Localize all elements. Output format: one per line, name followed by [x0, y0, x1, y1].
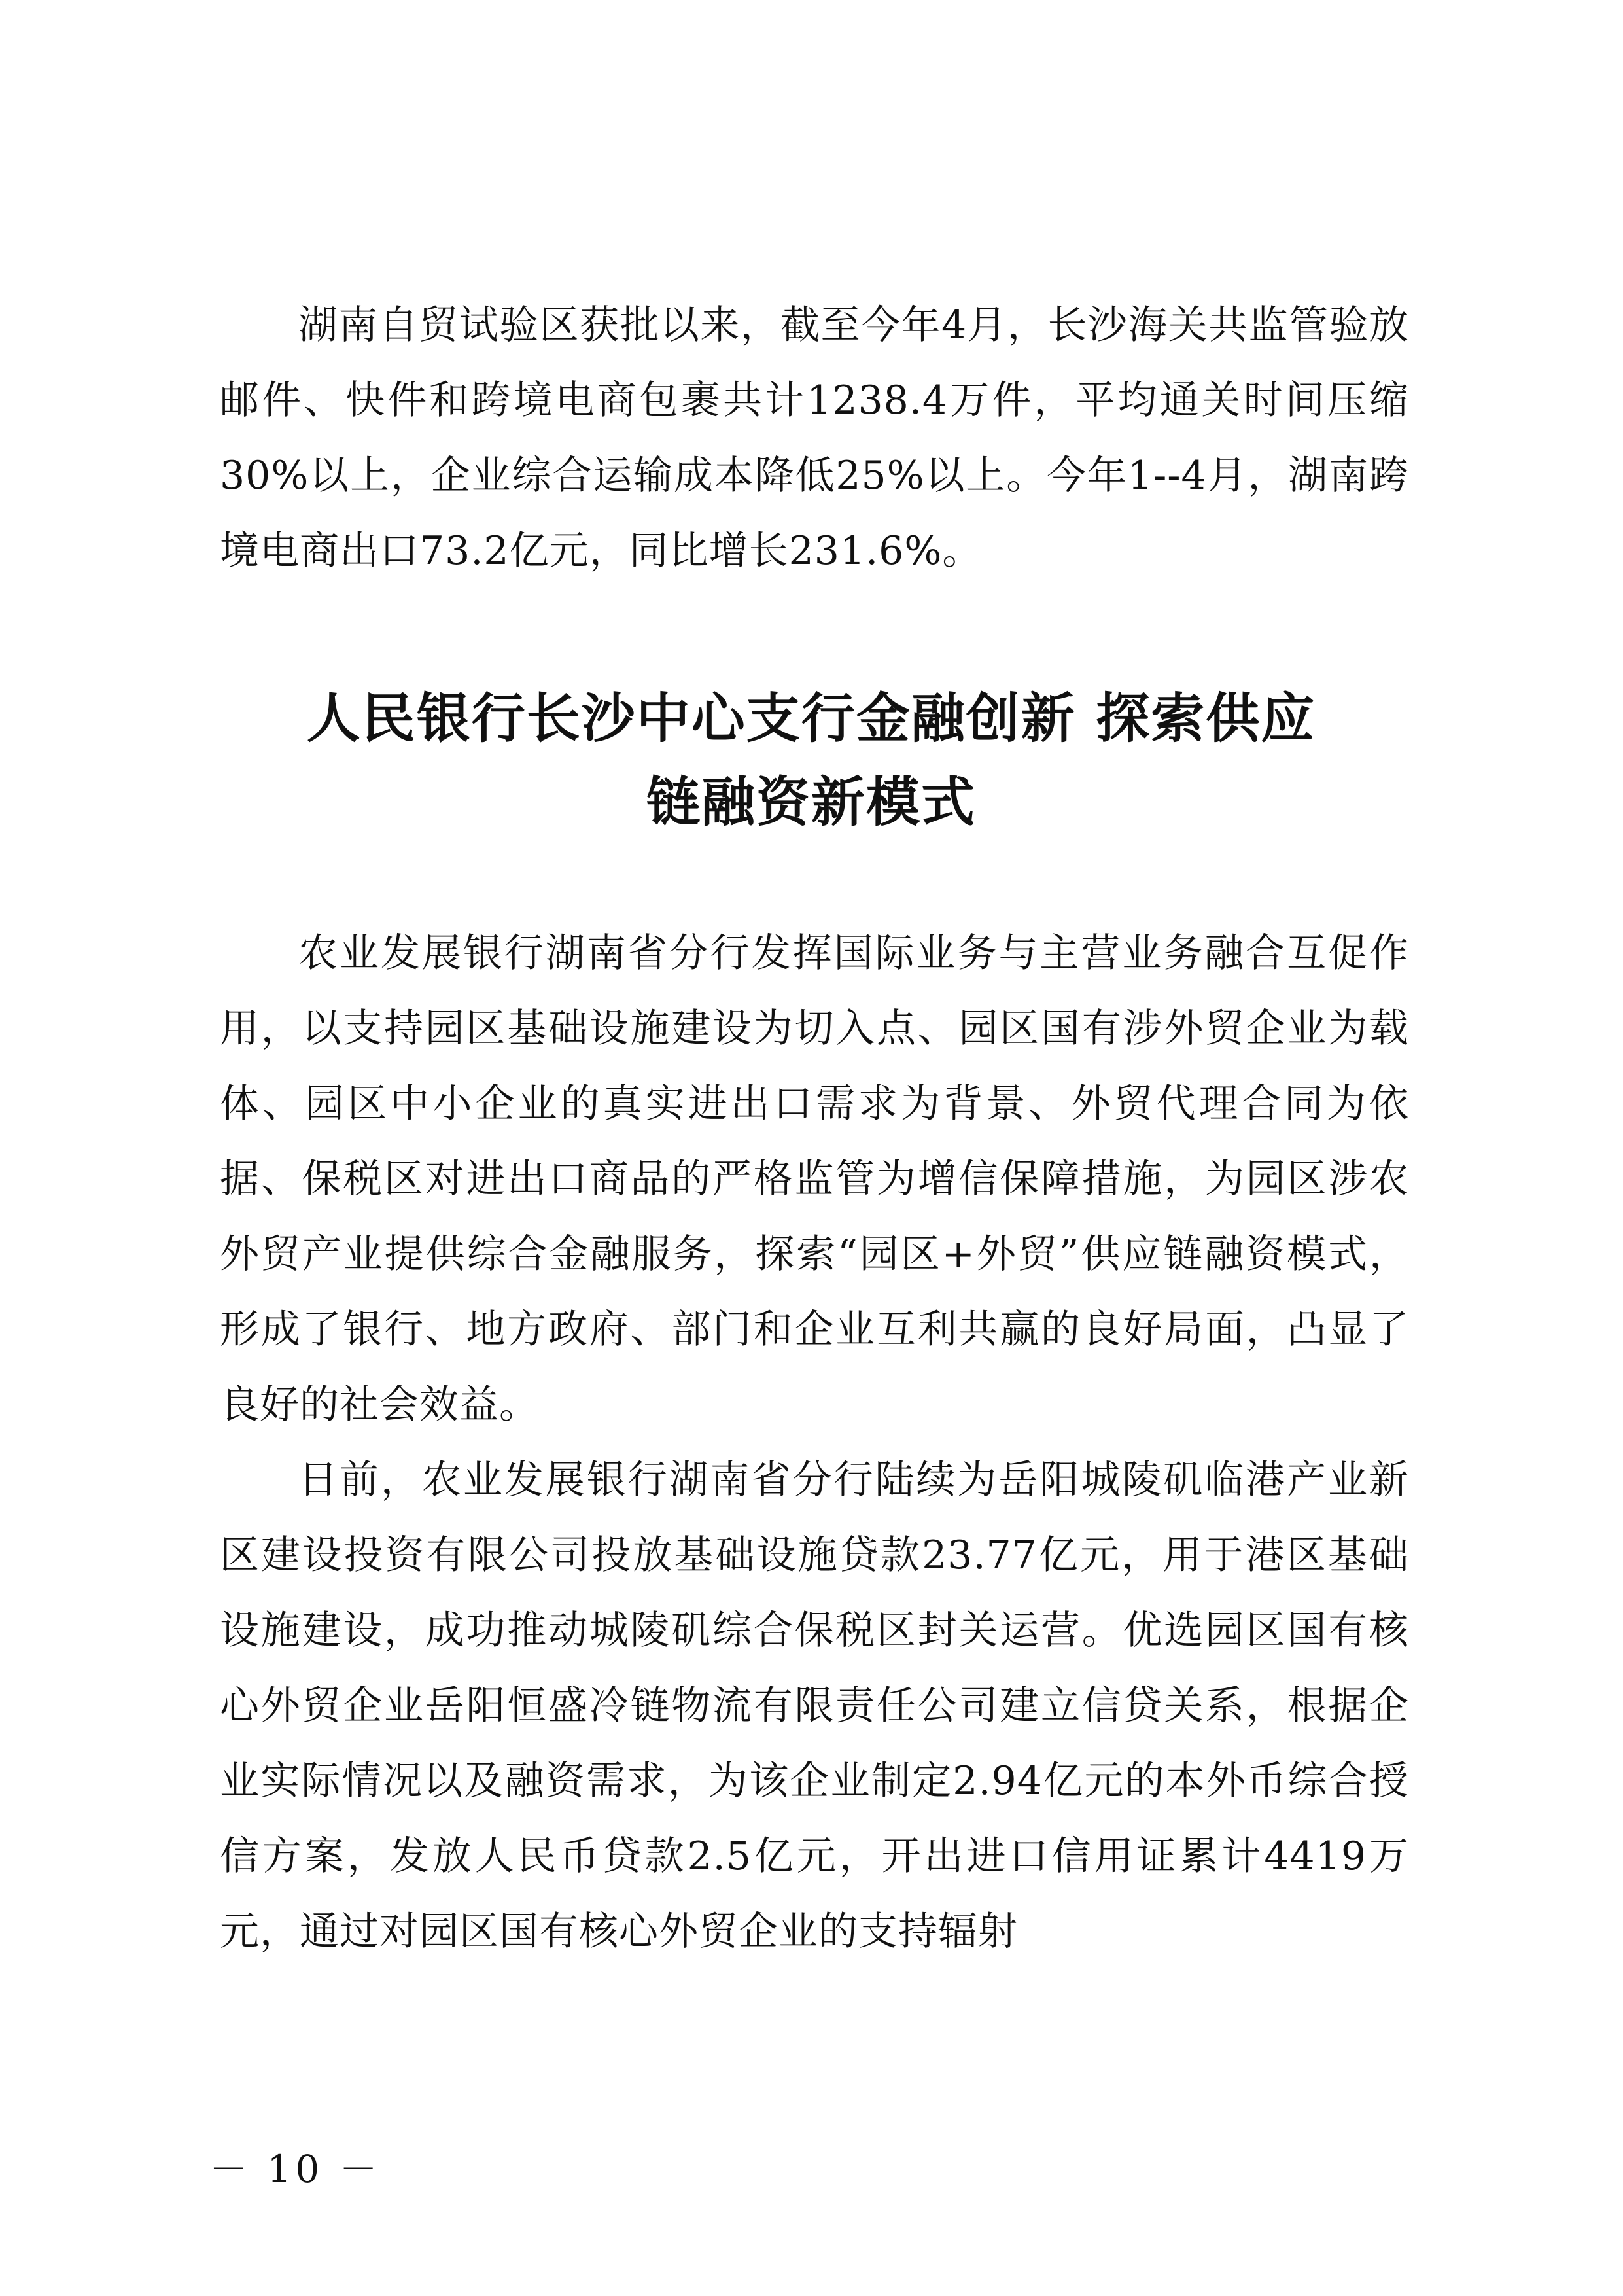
- heading-line-1: 人民银行长沙中心支行金融创新 探索供应: [306, 688, 1316, 750]
- paragraph-loan-details: 日前，农业发展银行湖南省分行陆续为岳阳城陵矶临港产业新区建设投资有限公司投放基础设施贷款23.77亿元，用于港区基础设施建设，成功推动城陵矶综合保税区封关运营。优选园区国有核心外贸企业岳阳恒盛冷链物流有限责任公司建立信贷关系，根据企业实际情况以及融资需求，为该企业制定2.94亿元的本外币综合授信方案，发放人民币贷款2.5亿元，开出进口信用证累计4419万元，通过对园区国有核心外贸企业的支持辐射: [220, 1457, 1409, 1954]
- article-heading: [183, 677, 1439, 845]
- paragraph-supply-chain-model: 农业发展银行湖南省分行发挥国际业务与主营业务融合互促作用，以支持园区基础设施建设为切入点、园区国有涉外贸企业为载体、园区中小企业的真实进出口需求为背景、外贸代理合同为依据、保税区对进出口商品的严格监管为增信保障措施，为园区涉农外贸产业提供综合金融服务，探索“园区+外贸”供应链融资模式，形成了银行、地方政府、部门和企业互利共赢的良好局面，凸显了良好的社会效益。: [220, 930, 1409, 1428]
- page-number: － 10 －: [209, 2147, 381, 2191]
- body-text-section-2: [220, 916, 1409, 1443]
- paragraph-customs-stats: 湖南自贸试验区获批以来，截至今年4月，长沙海关共监管验放邮件、快件和跨境电商包裹共计1238.4万件，平均通关时间压缩30%以上，企业综合运输成本降低25%以上。今年1--4月，湖南跨境电商出口73.2亿元，同比增长231.6%。: [220, 302, 1409, 574]
- heading-line-2: 链融资新模式: [646, 771, 976, 834]
- body-text-section-3: [220, 1443, 1409, 1969]
- body-text-section-1: [220, 288, 1409, 589]
